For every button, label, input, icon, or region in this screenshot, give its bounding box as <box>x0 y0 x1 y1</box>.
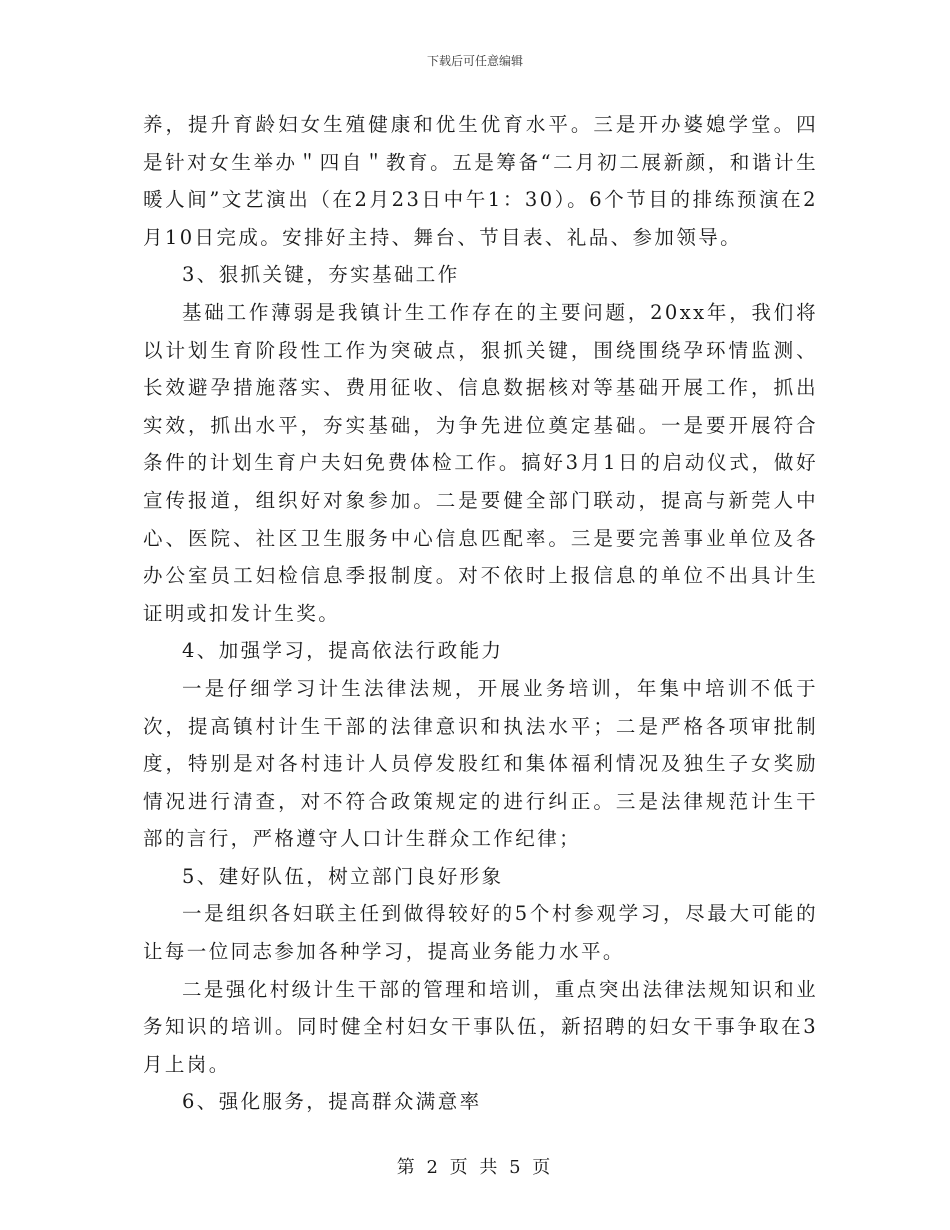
page-header: 下载后可任意编辑 <box>426 54 523 68</box>
paragraph-basic-work: 基础工作薄弱是我镇计生工作存在的主要问题，20xx年，我们将以计划生育阶段性工作为突破点，狠抓关键，围绕围绕孕环情监测、长效避孕措施落实、费用征收、信息数据核对等基础开展工作，抓出实效，抓出水平，夯实基础，为争先进位奠定基础。一是要开展符合条件的计划生育户夫妇免费体检工作。搞好3月1日的启动仪式，做好宣传报道，组织好对象参加。二是要健全部门联动，提高与新莞人中心、医院、社区卫生服务中心信息匹配率。三是要完善事业单位及各办公室员工妇检信息季报制度。对不依时上报信息的单位不出具计生证明或扣发计生奖。 <box>143 300 818 625</box>
paragraph-team-training: 二是强化村级计生干部的管理和培训，重点突出法律法规知识和业务知识的培训。同时健全村妇女干事队伍，新招聘的妇女干事争取在3月上岗。 <box>143 977 818 1076</box>
page-footer: 第 2 页 共 5 页 <box>396 1157 554 1178</box>
section-heading-6: 6、强化服务，提高群众满意率 <box>182 1090 482 1114</box>
document-body <box>143 106 818 1121</box>
paragraph-team-visit: 一是组织各妇联主任到做得较好的5个村参观学习，尽最大可能的让每一位同志参加各种学习，提高业务能力水平。 <box>143 902 818 964</box>
section-heading-3: 3、狠抓关键，夯实基础工作 <box>182 263 460 287</box>
section-heading-5: 5、建好队伍，树立部门良好形象 <box>182 864 504 888</box>
paragraph-study-law: 一是仔细学习计生法律法规，开展业务培训，年集中培训不低于次，提高镇村计生干部的法律意识和执法水平；二是严格各项审批制度，特别是对各村违计人员停发股红和集体福利情况及独生子女奖励情况进行清查，对不符合政策规定的进行纠正。三是法律规范计生干部的言行，严格遵守人口计生群众工作纪律； <box>143 676 818 851</box>
section-heading-4: 4、加强学习，提高依法行政能力 <box>182 639 504 663</box>
paragraph-continuation: 养，提升育龄妇女生殖健康和优生优育水平。三是开办婆媳学堂。四是针对女生举办＂四自＂教育。五是筹备“二月初二展新颜，和谐计生暖人间”文艺演出（在2月23日中午1：30）。6个节目的排练预演在2月10日完成。安排好主持、舞台、节目表、礼品、参加领导。 <box>143 113 818 249</box>
